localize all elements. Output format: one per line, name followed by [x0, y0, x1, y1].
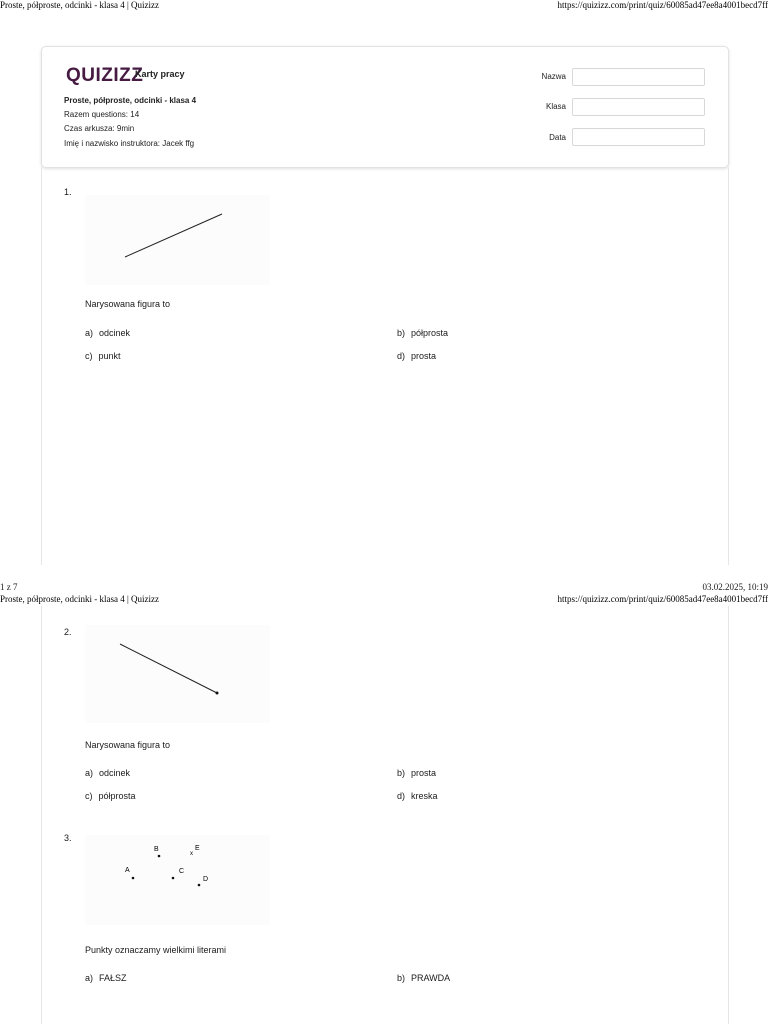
- page-number: 1 z 7: [0, 582, 18, 592]
- worksheet-header: [41, 46, 729, 168]
- print-url: https://quizizz.com/print/quiz/60085ad47ee8a4001becd7ff: [557, 0, 768, 10]
- quizizz-logo: QUIZIZZ: [66, 65, 144, 86]
- point-label: B: [154, 846, 159, 853]
- name-field[interactable]: [572, 68, 705, 86]
- class-label: Klasa: [545, 102, 566, 111]
- total-questions: Razem questions: 14: [64, 110, 140, 119]
- point-label: E: [195, 845, 200, 852]
- print-title: Proste, półproste, odcinki - klasa 4 | Quizizz: [0, 0, 160, 10]
- question-1-number: 1.: [64, 187, 72, 197]
- point-label: D: [203, 876, 209, 883]
- point-label: C: [179, 868, 185, 875]
- print-url: https://quizizz.com/print/quiz/60085ad47ee8a4001becd7ff: [557, 594, 768, 604]
- worksheet-time: Czas arkusza: 9min: [64, 124, 135, 133]
- question-2-text: Narysowana figura to: [85, 740, 171, 750]
- print-title: Proste, półproste, odcinki - klasa 4 | Quizizz: [0, 594, 160, 604]
- question-1-option-d[interactable]: d) prosta: [397, 351, 437, 361]
- question-1-option-b[interactable]: b) półprosta: [397, 328, 449, 338]
- question-1-option-c[interactable]: c) punkt: [85, 351, 121, 361]
- question-2-option-d[interactable]: d) kreska: [397, 791, 438, 801]
- question-3-text: Punkty oznaczamy wielkimi literami: [85, 945, 227, 955]
- name-label: Nazwa: [541, 72, 566, 81]
- instructor-name: Imię i nazwisko instruktora: Jacek ffg: [64, 139, 195, 148]
- figure-line: [85, 195, 270, 285]
- question-1-text: Narysowana figura to: [85, 299, 171, 309]
- print-datetime: 03.02.2025, 10:19: [702, 582, 768, 592]
- date-label: Data: [549, 133, 566, 142]
- quiz-title: Proste, półproste, odcinki - klasa 4: [64, 96, 197, 105]
- figure-ray: [85, 625, 270, 723]
- class-field[interactable]: [572, 98, 705, 116]
- question-1-option-a[interactable]: a) odcinek: [85, 328, 131, 338]
- question-3-option-a[interactable]: a) FAŁSZ: [85, 973, 127, 983]
- question-2-option-b[interactable]: b) prosta: [397, 768, 437, 778]
- question-3-number: 3.: [64, 833, 72, 843]
- question-2-option-c[interactable]: c) półprosta: [85, 791, 136, 801]
- question-3-option-b[interactable]: b) PRAWDA: [397, 973, 451, 983]
- figure-points: [85, 835, 270, 925]
- svg-text:x: x: [190, 851, 193, 857]
- worksheet-subtitle: Karty pracy: [135, 69, 185, 79]
- question-2-number: 2.: [64, 627, 72, 637]
- date-field[interactable]: [572, 128, 705, 146]
- point-label: A: [125, 867, 130, 874]
- question-2-option-a[interactable]: a) odcinek: [85, 768, 131, 778]
